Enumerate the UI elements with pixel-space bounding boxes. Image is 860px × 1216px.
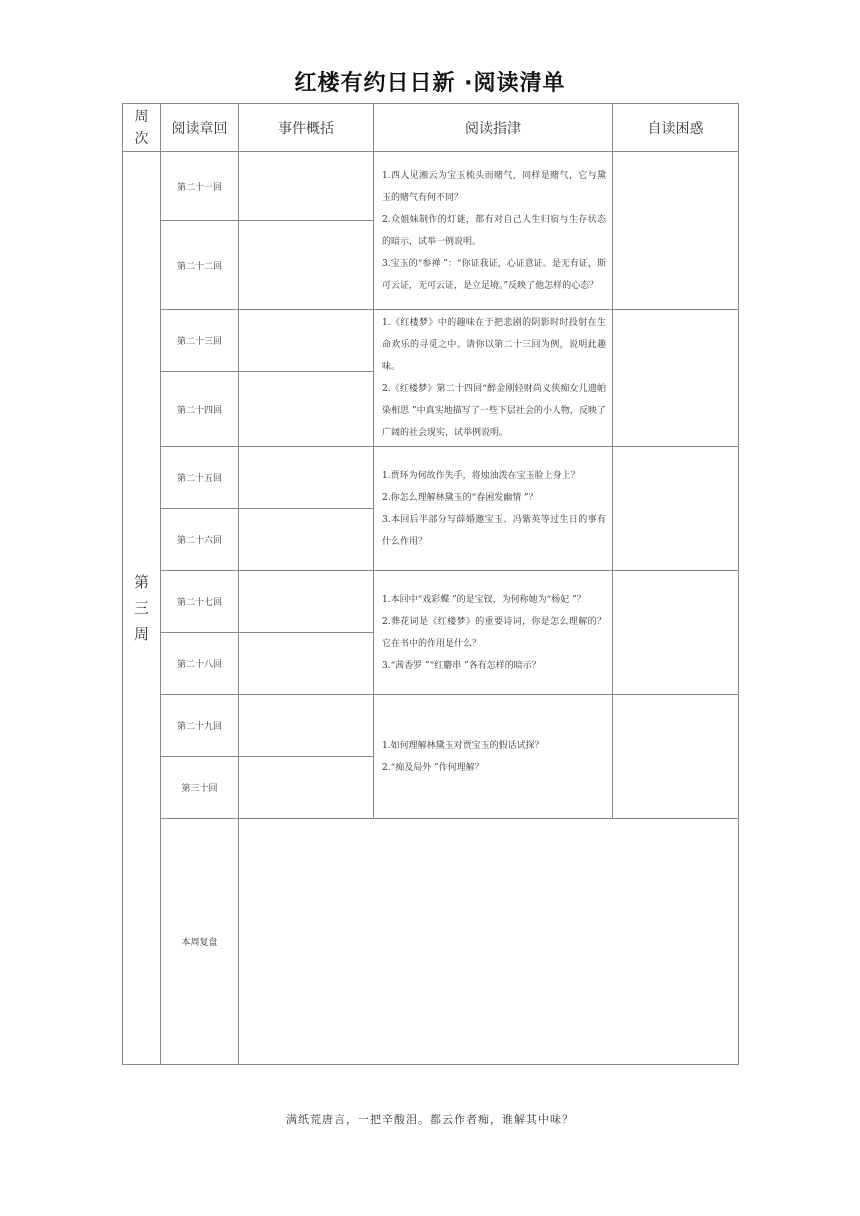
footer-quote: 满纸荒唐言，一把辛酸泪。都云作者痴，谁解其中味？ (286, 1113, 574, 1126)
summary-input[interactable] (239, 757, 374, 819)
guide-item: 2.葬花词是《红楼梦》的重要诗词，你是怎么理解的？它在书中的作用是什么？ (382, 616, 606, 649)
guide-item: 2.你怎么理解林黛玉的“春困发幽情 ”？ (382, 492, 538, 503)
doubts-input[interactable] (613, 447, 739, 571)
chapter-cell: 第二十四回 (161, 372, 239, 447)
chapter-cell: 第二十六回 (161, 509, 239, 571)
summary-input[interactable] (239, 509, 374, 571)
guide-cell (374, 447, 613, 571)
guide-item: 1.西人见湘云为宝玉梳头而赌气，同样是赌气，它与黛玉的赌气有何不同？ (382, 170, 606, 203)
chapter-cell: 第二十二回 (161, 221, 239, 310)
doubts-input[interactable] (613, 152, 739, 310)
guide-cell (374, 310, 613, 447)
chapter-cell: 第三十回 (161, 757, 239, 819)
header-row (123, 104, 739, 152)
chapter-cell: 第二十一回 (161, 152, 239, 221)
guide-item: 1.《红楼梦》中的趣味在于把悲剧的阴影时时投射在生命欢乐的寻觅之中。请你以第二十三回为例，说明此趣味。 (382, 318, 606, 372)
guide-item: 2.“痴及局外 ”作何理解？ (382, 762, 484, 773)
guide-item: 2.众姐妹制作的灯谜，都有对自己人生归宿与生存状态的暗示，试举一例说明。 (382, 214, 606, 247)
table-row (123, 447, 739, 509)
table-row (123, 571, 739, 633)
review-label: 本周复盘 (161, 819, 239, 1065)
reading-list-table (122, 103, 739, 1065)
guide-cell (374, 695, 613, 819)
summary-input[interactable] (239, 633, 374, 695)
review-input[interactable] (239, 819, 739, 1065)
summary-input[interactable] (239, 372, 374, 447)
header-summary: 事件概括 (239, 104, 374, 152)
doubts-input[interactable] (613, 695, 739, 819)
page-title: 红楼有约日日新 ·阅读清单 (294, 71, 566, 96)
summary-input[interactable] (239, 152, 374, 221)
guide-cell (374, 571, 613, 695)
guide-item: 1.贾环为何故作失手，将烛油泼在宝玉脸上身上？ (382, 470, 580, 481)
doubts-input[interactable] (613, 571, 739, 695)
chapter-cell: 第二十七回 (161, 571, 239, 633)
chapter-cell: 第二十五回 (161, 447, 239, 509)
doubts-input[interactable] (613, 310, 739, 447)
guide-item: 3.本回后半部分写薛婚邀宝玉、冯紫英等过生日的事有什么作用？ (382, 514, 606, 547)
chapter-cell: 第二十九回 (161, 695, 239, 757)
guide-item: 3.“茜香罗 ”“红麝串 ”各有怎样的暗示？ (382, 660, 541, 671)
header-guide: 阅读指津 (374, 104, 613, 152)
guide-cell (374, 152, 613, 310)
summary-input[interactable] (239, 310, 374, 372)
guide-item: 1.本回中“戏彩蝶 ”的是宝钗，为何称她为“杨妃 ”？ (382, 594, 586, 605)
table-row (123, 152, 739, 221)
header-week: 周 次 (123, 104, 161, 152)
summary-input[interactable] (239, 447, 374, 509)
header-chapter: 阅读章回 (161, 104, 239, 152)
guide-item: 1.如何理解林黛玉对贾宝玉的假话试探？ (382, 740, 544, 751)
guide-item: 3.宝玉的“参禅 ”：“你证我证，心证意证。是无有证，斯可云证，无可云证，是立足境。”反映了他怎样的心态？ (382, 258, 606, 291)
summary-input[interactable] (239, 695, 374, 757)
chapter-cell: 第二十八回 (161, 633, 239, 695)
header-doubts: 自读困惑 (613, 104, 739, 152)
review-row (123, 819, 739, 1065)
table-row (123, 695, 739, 757)
summary-input[interactable] (239, 221, 374, 310)
chapter-cell: 第二十三回 (161, 310, 239, 372)
table-row (123, 310, 739, 372)
guide-item: 2.《红楼梦》第二十四回“醉金刚轻财尚义侠痴女儿遗帕染相思 ”中真实地描写了一些下层社会的小人物，反映了广阔的社会现实，试举例说明。 (382, 384, 606, 438)
week-label: 第 三 周 (123, 152, 161, 1065)
summary-input[interactable] (239, 571, 374, 633)
